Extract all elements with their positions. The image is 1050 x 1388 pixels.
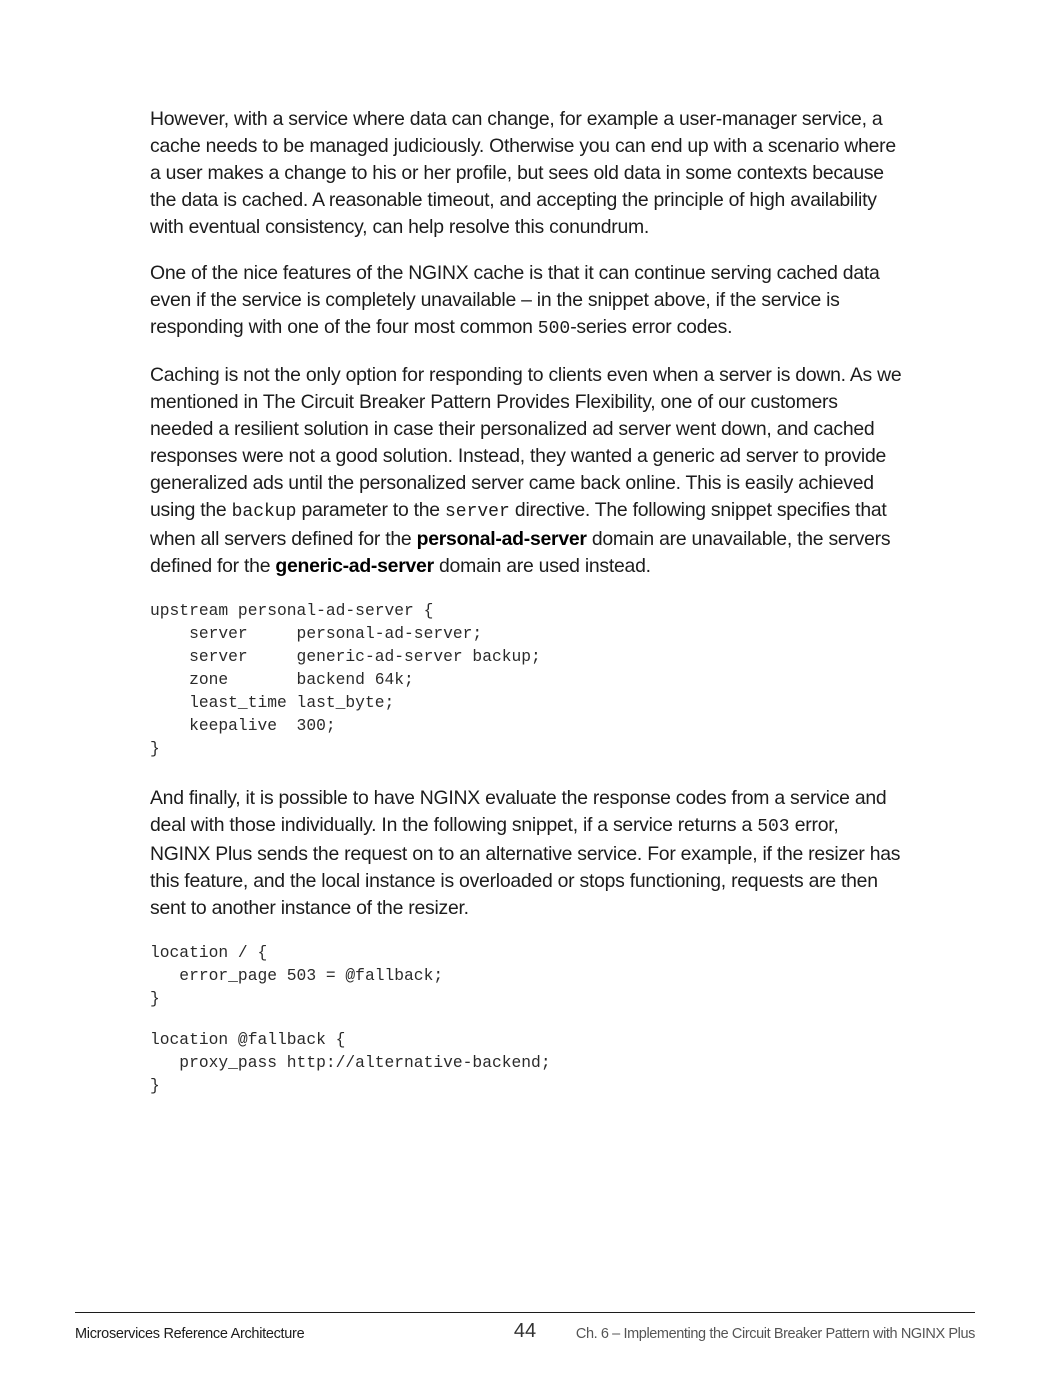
page-number: 44: [513, 1320, 537, 1342]
paragraph-nginx-cache-feature: [150, 260, 902, 343]
paragraph-text: domain are unavailable, the servers defined for the: [150, 528, 891, 577]
document-body: [150, 106, 902, 1097]
paragraph-text: Caching is not the only option for responding to clients even when a server is down. As we mentioned in The Circuit Breaker Pattern Provides Flexibility, one of our customers needed a resilient solution in case their personalized ad server went down, and cached responses were not a good solution. Instead, they wanted a generic ad server to provide generalized ads until the personalized server came back online. This is easily achieved using the: [150, 364, 902, 521]
inline-code-server: server: [444, 502, 510, 522]
paragraph-text: -series error codes.: [570, 316, 733, 338]
code-block-upstream: upstream personal-ad-server { server personal-ad-server; server generic-ad-server backup; zone backend 64k; least_time last_byte; keepalive 300; }: [150, 601, 541, 758]
paragraph-text: domain are used instead.: [433, 555, 651, 577]
footer-chapter-title: Ch. 6 – Implementing the Circuit Breaker Pattern with NGINX Plus: [575, 1326, 975, 1342]
paragraph-cache-management: [150, 106, 902, 241]
paragraph-text: And finally, it is possible to have NGINX evaluate the response codes from a service and deal with those individually. In the following snippet, if a service returns a: [150, 787, 887, 836]
paragraph-text: directive. The following snippet specifies that when all servers defined for the: [150, 499, 887, 550]
paragraph-text: However, with a service where data can change, for example a user-manager service, a cache needs to be managed judiciously. Otherwise you can end up with a scenario where a user makes a change to his or her profile, but sees old data in some contexts because the data is cached. A reasonable timeout, and accepting the principle of high availability with eventual consistency, can help resolve this conundrum.: [150, 108, 896, 238]
footer-book-title: Microservices Reference Architecture: [75, 1326, 305, 1342]
inline-code-backup: backup: [231, 502, 297, 522]
bold-generic-ad-server: generic-ad-server: [275, 555, 434, 577]
code-block-location-root: location / { error_page 503 = @fallback; }: [150, 943, 444, 1008]
paragraph-text: One of the nice features of the NGINX cache is that it can continue serving cached data even if the service is completely unavailable – in the snippet above, if the service is responding with one of the four most common: [150, 262, 880, 338]
inline-code-503: 503: [757, 817, 790, 837]
paragraph-text: parameter to the: [296, 499, 445, 521]
footer-divider: [75, 1312, 975, 1313]
code-block-location-fallback: location @fallback { proxy_pass http://alternative-backend; }: [150, 1030, 551, 1095]
bold-personal-ad-server: personal-ad-server: [416, 528, 587, 550]
paragraph-backup-server: [150, 362, 902, 580]
paragraph-response-codes: [150, 785, 902, 922]
inline-code-500: 500: [537, 319, 571, 339]
paragraph-text: error, NGINX Plus sends the request on to an alternative service. For example, if the resizer has this feature, and the local instance is overloaded or stops functioning, requests are then sent to another instance of the resizer.: [150, 814, 901, 919]
